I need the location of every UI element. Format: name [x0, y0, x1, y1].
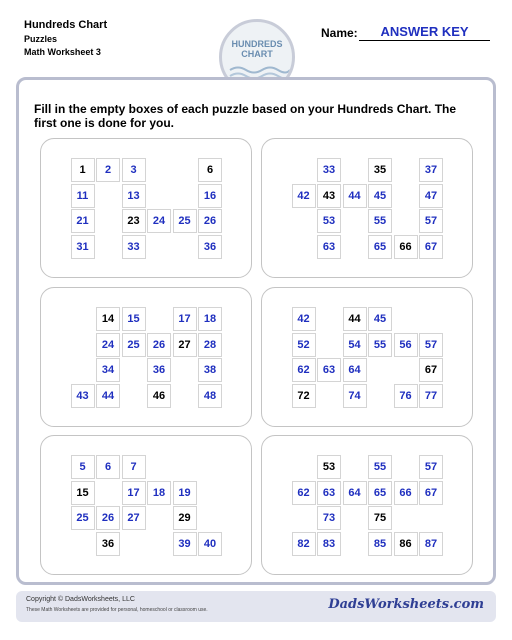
given-number-cell: 23: [122, 209, 146, 233]
given-number-cell: 75: [368, 506, 392, 530]
answer-cell[interactable]: 73: [317, 506, 341, 530]
answer-cell[interactable]: 65: [368, 481, 392, 505]
answer-cell[interactable]: 43: [71, 384, 95, 408]
answer-cell[interactable]: 55: [368, 209, 392, 233]
answer-cell[interactable]: 62: [292, 358, 316, 382]
answer-cell[interactable]: 36: [147, 358, 171, 382]
worksheet-subtitle: Puzzles: [24, 34, 58, 44]
answer-cell[interactable]: 64: [343, 358, 367, 382]
answer-cell[interactable]: 48: [198, 384, 222, 408]
answer-cell[interactable]: 66: [394, 481, 418, 505]
answer-cell[interactable]: 65: [368, 235, 392, 259]
answer-cell[interactable]: 56: [394, 333, 418, 357]
given-number-cell: 66: [394, 235, 418, 259]
answer-cell[interactable]: 47: [419, 184, 443, 208]
given-number-cell: 67: [419, 358, 443, 382]
answer-cell[interactable]: 57: [419, 455, 443, 479]
given-number-cell: 27: [173, 333, 197, 357]
answer-cell[interactable]: 57: [419, 333, 443, 357]
answer-cell[interactable]: 31: [71, 235, 95, 259]
instructions: Fill in the empty boxes of each puzzle based on your Hundreds Chart. The first one is done for you.: [34, 102, 457, 130]
answer-cell[interactable]: 63: [317, 481, 341, 505]
answer-cell[interactable]: 26: [147, 333, 171, 357]
answer-cell[interactable]: 87: [419, 532, 443, 556]
answer-cell[interactable]: 19: [173, 481, 197, 505]
answer-cell[interactable]: 26: [96, 506, 120, 530]
answer-cell[interactable]: 24: [96, 333, 120, 357]
answer-cell[interactable]: 67: [419, 481, 443, 505]
answer-cell[interactable]: 85: [368, 532, 392, 556]
given-number-cell: 46: [147, 384, 171, 408]
given-number-cell: 36: [96, 532, 120, 556]
worksheet-number: Math Worksheet 3: [24, 47, 101, 57]
logo-text-line1: HUNDREDS: [231, 39, 283, 49]
given-number-cell: 53: [317, 455, 341, 479]
puzzle-2: [261, 138, 473, 278]
answer-cell[interactable]: 18: [198, 307, 222, 331]
answer-cell[interactable]: 62: [292, 481, 316, 505]
answer-cell[interactable]: 15: [122, 307, 146, 331]
answer-cell[interactable]: 83: [317, 532, 341, 556]
worksheet-title: Hundreds Chart: [24, 19, 108, 31]
answer-cell[interactable]: 38: [198, 358, 222, 382]
answer-cell[interactable]: 42: [292, 184, 316, 208]
answer-cell[interactable]: 57: [419, 209, 443, 233]
answer-cell[interactable]: 25: [122, 333, 146, 357]
answer-cell[interactable]: 33: [317, 158, 341, 182]
answer-cell[interactable]: 63: [317, 235, 341, 259]
answer-cell[interactable]: 7: [122, 455, 146, 479]
worksheet-header: [24, 18, 107, 58]
puzzle-3: [40, 287, 252, 427]
answer-cell[interactable]: 2: [96, 158, 120, 182]
puzzle-6: [261, 435, 473, 575]
answer-cell[interactable]: 37: [419, 158, 443, 182]
answer-cell[interactable]: 5: [71, 455, 95, 479]
answer-cell[interactable]: 67: [419, 235, 443, 259]
answer-cell[interactable]: 77: [419, 384, 443, 408]
answer-cell[interactable]: 26: [198, 209, 222, 233]
answer-cell[interactable]: 28: [198, 333, 222, 357]
copyright-text: Copyright © DadsWorksheets, LLC: [26, 596, 135, 603]
answer-cell[interactable]: 44: [96, 384, 120, 408]
answer-cell[interactable]: 13: [122, 184, 146, 208]
answer-cell[interactable]: 25: [71, 506, 95, 530]
answer-cell[interactable]: 16: [198, 184, 222, 208]
given-number-cell: 43: [317, 184, 341, 208]
answer-cell[interactable]: 63: [317, 358, 341, 382]
answer-cell[interactable]: 36: [198, 235, 222, 259]
name-label: Name:: [321, 26, 358, 40]
answer-cell[interactable]: 27: [122, 506, 146, 530]
answer-cell[interactable]: 3: [122, 158, 146, 182]
answer-cell[interactable]: 53: [317, 209, 341, 233]
given-number-cell: 6: [198, 158, 222, 182]
answer-cell[interactable]: 42: [292, 307, 316, 331]
answer-cell[interactable]: 76: [394, 384, 418, 408]
given-number-cell: 1: [71, 158, 95, 182]
answer-cell[interactable]: 34: [96, 358, 120, 382]
given-number-cell: 14: [96, 307, 120, 331]
answer-cell[interactable]: 17: [122, 481, 146, 505]
answer-cell[interactable]: 44: [343, 184, 367, 208]
answer-cell[interactable]: 52: [292, 333, 316, 357]
answer-cell[interactable]: 45: [368, 184, 392, 208]
answer-cell[interactable]: 11: [71, 184, 95, 208]
given-number-cell: 15: [71, 481, 95, 505]
given-number-cell: 72: [292, 384, 316, 408]
answer-cell[interactable]: 39: [173, 532, 197, 556]
answer-cell[interactable]: 82: [292, 532, 316, 556]
logo-text-line2: CHART: [241, 49, 273, 59]
given-number-cell: 44: [343, 307, 367, 331]
usage-note: These Math Worksheets are provided for personal, homeschool or classroom use.: [26, 607, 208, 613]
puzzle-5: [40, 435, 252, 575]
answer-cell[interactable]: 18: [147, 481, 171, 505]
answer-cell[interactable]: 45: [368, 307, 392, 331]
answer-cell[interactable]: 6: [96, 455, 120, 479]
answer-cell[interactable]: 55: [368, 333, 392, 357]
answer-cell[interactable]: 25: [173, 209, 197, 233]
name-field[interactable]: ANSWER KEY: [359, 24, 490, 41]
answer-cell[interactable]: 17: [173, 307, 197, 331]
brand-logo: DadsWorksheets.com: [328, 597, 484, 612]
answer-cell[interactable]: 40: [198, 532, 222, 556]
answer-cell[interactable]: 24: [147, 209, 171, 233]
puzzle-4: [261, 287, 473, 427]
answer-cell[interactable]: 64: [343, 481, 367, 505]
answer-cell[interactable]: 21: [71, 209, 95, 233]
answer-cell[interactable]: 54: [343, 333, 367, 357]
given-number-cell: 29: [173, 506, 197, 530]
given-number-cell: 86: [394, 532, 418, 556]
answer-cell[interactable]: 33: [122, 235, 146, 259]
answer-cell[interactable]: 74: [343, 384, 367, 408]
answer-cell[interactable]: 55: [368, 455, 392, 479]
puzzle-1: [40, 138, 252, 278]
given-number-cell: 35: [368, 158, 392, 182]
footer: [16, 591, 496, 622]
